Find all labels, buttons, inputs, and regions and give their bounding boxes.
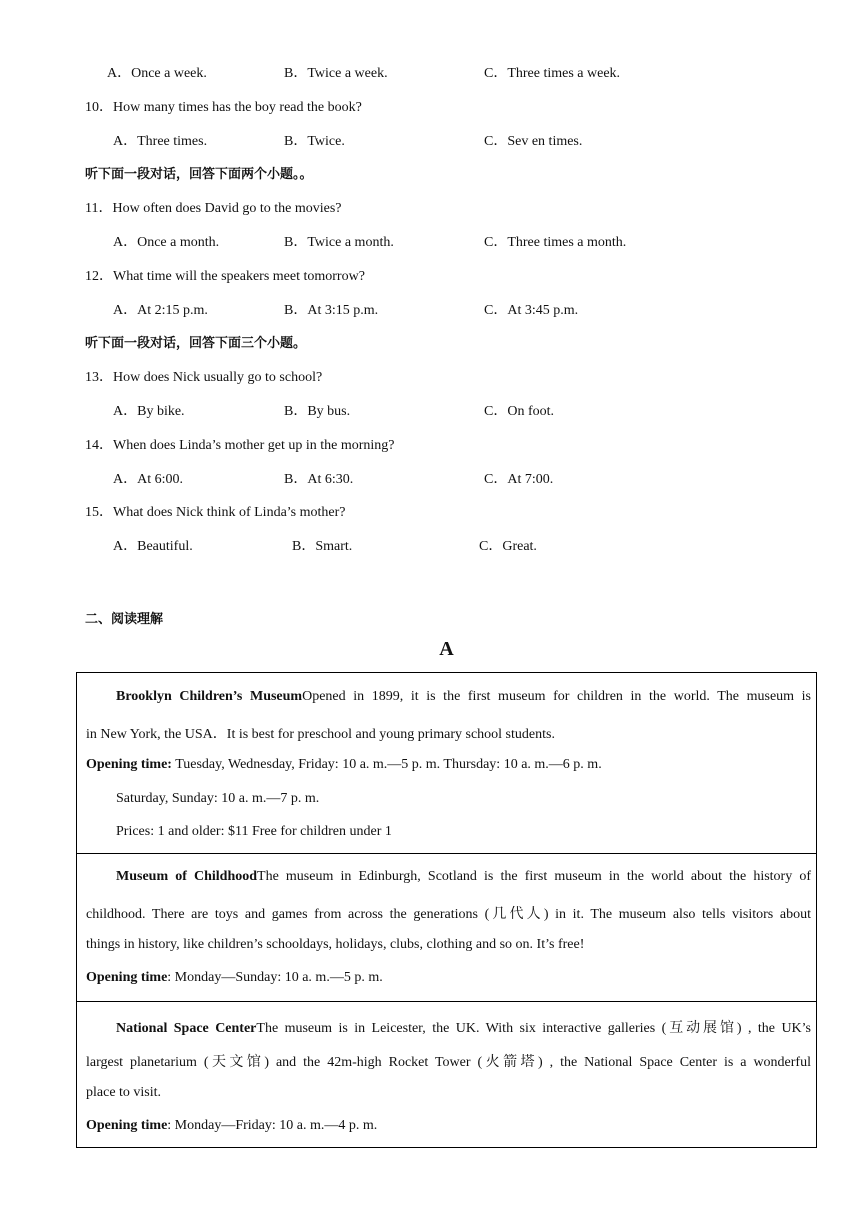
museum-cell-childhood: [77, 853, 816, 1002]
museum-name: Museum of Childhood: [116, 869, 258, 884]
museum-name: National Space Center: [116, 1021, 257, 1036]
q15-option-a: A．Beautiful.: [113, 539, 193, 554]
q14-option-a: A．At 6:00.: [113, 472, 183, 487]
space-opening-time: [86, 1118, 811, 1134]
museum-desc: Opened in 1899, it is the first museum for children in the world. The museum is: [302, 689, 811, 704]
q10-option-a: A．Three times.: [113, 134, 208, 149]
opening-time-label: Opening time: [86, 970, 168, 985]
childhood-opening-time: [86, 970, 811, 986]
question-12: 12．What time will the speakers meet tomorrow?: [85, 269, 365, 284]
space-desc-line1: [86, 1017, 811, 1037]
opening-time-value: Tuesday, Wednesday, Friday: 10 a. m.—5 p. m. Thursday: 10 a. m.—6 p. m.: [171, 757, 602, 772]
museum-desc: The museum is in Leicester, the UK. With six interactive galleries (互动展馆) , the UK’s: [256, 1021, 812, 1036]
passage-letter: A: [439, 638, 454, 660]
q15-option-c: C．Great.: [479, 539, 537, 554]
q14-option-b: B．At 6:30.: [284, 472, 354, 487]
q11-option-c: C．Three times a month.: [484, 235, 627, 250]
question-14: 14．When does Linda’s mother get up in the morning?: [85, 438, 395, 453]
brooklyn-desc-line1: [86, 689, 811, 705]
childhood-desc-line1: [86, 869, 811, 885]
brooklyn-opening-time: [86, 757, 811, 773]
question-13: 13．How does Nick usually go to school?: [85, 370, 323, 385]
q9-option-a: A．Once a week.: [107, 66, 207, 81]
question-11: 11．How often does David go to the movies?: [85, 201, 342, 216]
q10-option-b: B．Twice.: [284, 134, 345, 149]
opening-time-value: : Monday—Sunday: 10 a. m.—5 p. m.: [167, 970, 383, 985]
question-10: 10．How many times has the boy read the book?: [85, 100, 362, 115]
q9-option-c: C．Three times a week.: [484, 66, 621, 81]
q13-option-b: B．By bus.: [284, 404, 351, 419]
instruction-heading-2: 听下面一段对话，回答下面三个小题。: [85, 336, 307, 351]
q13-option-a: A．By bike.: [113, 404, 185, 419]
museum-name: Brooklyn Children’s Museum: [116, 689, 303, 704]
q11-option-b: B．Twice a month.: [284, 235, 394, 250]
space-desc-line3: place to visit.: [86, 1085, 162, 1100]
instruction-heading-1: 听下面一段对话，回答下面两个小题。。: [85, 167, 313, 182]
museum-desc: The museum in Edinburgh, Scotland is the first museum in the world about the history of: [257, 869, 811, 884]
museum-cell-brooklyn: [77, 673, 816, 854]
brooklyn-desc-line2: in New York, the USA．It is best for preschool and young primary school students.: [86, 727, 555, 742]
brooklyn-opening-weekend: Saturday, Sunday: 10 a. m.—7 p. m.: [116, 791, 320, 806]
q12-option-a: A．At 2:15 p.m.: [113, 303, 208, 318]
museum-cell-space-center: [77, 1001, 816, 1147]
q11-option-a: A．Once a month.: [113, 235, 220, 250]
opening-time-label: Opening time: [86, 1118, 168, 1133]
q10-option-c: C．Sev en times.: [484, 134, 583, 149]
q12-option-b: B．At 3:15 p.m.: [284, 303, 379, 318]
museum-table: [76, 672, 817, 1148]
q9-option-b: B．Twice a week.: [284, 66, 388, 81]
childhood-desc-line2: childhood. There are toys and games from across the generations (几代人) in it. The museum also tells visitors about: [86, 907, 811, 922]
q15-option-b: B．Smart.: [292, 539, 353, 554]
q14-option-c: C．At 7:00.: [484, 472, 554, 487]
question-15: 15．What does Nick think of Linda’s mother?: [85, 505, 346, 520]
childhood-desc-line3: things in history, like children’s schooldays, holidays, clubs, clothing and so on. It’s free!: [86, 937, 585, 952]
section-title: 二、阅读理解: [85, 612, 164, 627]
brooklyn-prices: Prices: 1 and older: $11 Free for children under 1: [116, 824, 392, 839]
opening-time-value: : Monday—Friday: 10 a. m.—4 p. m.: [167, 1118, 378, 1133]
space-desc-line2: largest planetarium (天文馆) and the 42m-high Rocket Tower (火箭塔) , the National Space Center is a wonderful: [86, 1055, 811, 1070]
opening-time-label: Opening time:: [86, 757, 172, 772]
q13-option-c: C．On foot.: [484, 404, 554, 419]
q12-option-c: C．At 3:45 p.m.: [484, 303, 579, 318]
